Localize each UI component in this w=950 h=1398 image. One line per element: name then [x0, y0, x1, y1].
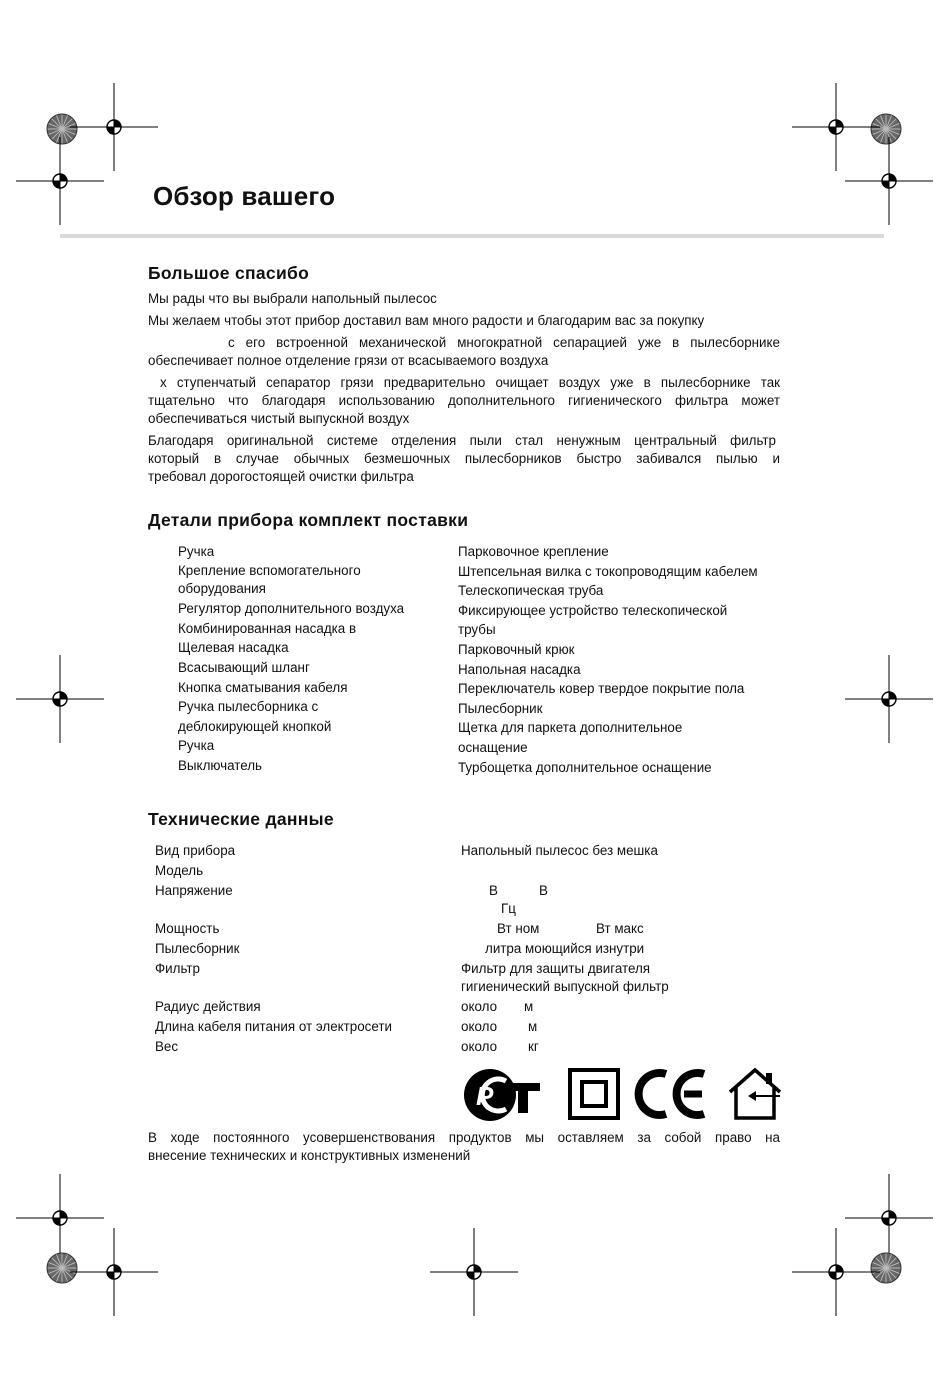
color-star-mark	[871, 1253, 901, 1283]
thanks-paragraph-4-line-3: обеспечиваться чистый выпускной воздух	[148, 411, 410, 426]
footnote-line-1: В ходе постоянного усовершенствования продуктов мы оставляем за собой право на	[148, 1130, 780, 1145]
list-item: Комбинированная насадка в	[178, 620, 357, 636]
tech-value-cable-unit: м	[528, 1019, 538, 1034]
gost-r-mark-icon	[462, 1067, 542, 1123]
list-item: Всасывающий шланг	[178, 659, 310, 675]
thanks-paragraph-4-line-1: х ступенчатый сепаратор грязи предварительно очищает воздух уже в пылесборнике так	[160, 375, 780, 390]
list-item: Турбощетка дополнительное оснащение	[458, 759, 712, 775]
tech-value-radius-unit: м	[524, 999, 534, 1014]
footnote-line-2: внесение технических и конструктивных изменений	[148, 1148, 471, 1163]
crosshair-mark	[792, 1228, 880, 1316]
tech-label-weight: Вес	[155, 1039, 179, 1054]
thanks-paragraph-5-line-3: требовал дорогостоящей очистки фильтра	[148, 469, 414, 484]
thanks-paragraph-5-line-2: который в случае обычных безмешочных пылесборников быстро забивался пылью и	[148, 451, 780, 466]
crosshair-mark	[70, 1228, 158, 1316]
tech-label-dustbin: Пылесборник	[155, 941, 240, 956]
page-title: Обзор вашего	[153, 181, 336, 211]
list-item: Кнопка сматывания кабеля	[178, 679, 348, 695]
tech-value-radius-about: около	[461, 999, 498, 1014]
tech-label-model: Модель	[155, 863, 204, 878]
list-item: Телескопическая труба	[458, 583, 604, 599]
list-item: Щелевая насадка	[178, 640, 289, 656]
crosshair-mark	[430, 1228, 518, 1316]
crosshair-mark	[16, 137, 104, 225]
list-item: Крепление вспомогательного оборудования	[178, 562, 361, 596]
parts-right-list	[458, 542, 788, 777]
tech-value-power-max: Вт макс	[596, 921, 644, 936]
tech-value-weight-about: около	[461, 1039, 498, 1054]
crosshair-mark	[845, 1174, 933, 1262]
list-item: Ручка	[178, 738, 215, 754]
tech-value-voltage-v2: В	[539, 883, 548, 898]
tech-label-power: Мощность	[155, 921, 220, 936]
list-item: Ручка пылесборника с деблокирующей кнопкой	[178, 699, 332, 734]
tech-label-voltage: Напряжение	[155, 883, 233, 898]
list-item: Щетка для паркета дополнительное оснащение	[458, 720, 683, 755]
color-star-mark	[871, 114, 901, 144]
tech-value-voltage-v1: В	[489, 883, 498, 898]
tech-label-radius: Радиус действия	[155, 999, 261, 1014]
parts-left-list	[178, 542, 448, 776]
thanks-paragraph-4-line-2: тщательно что благодаря использованию дополнительного гигиенического фильтра может	[148, 393, 780, 408]
list-item: Штепсельная вилка с токопроводящим кабелем	[458, 563, 758, 579]
list-item: Фиксирующее устройство телескопической трубы	[458, 602, 728, 638]
thanks-paragraph-3-line-1: с его встроенной механической многократной сепарацией уже в пылесборнике	[228, 335, 780, 350]
list-item: Ручка	[178, 544, 215, 559]
crosshair-mark	[845, 655, 933, 743]
color-star-mark	[47, 1253, 77, 1283]
svg-text:Р: Р	[476, 1081, 494, 1111]
tech-label-cable: Длина кабеля питания от электросети	[155, 1019, 392, 1034]
list-item: Выключатель	[178, 757, 263, 773]
color-star-mark	[47, 114, 77, 144]
ce-mark-icon	[634, 1068, 710, 1120]
crosshair-mark	[792, 83, 880, 171]
thanks-paragraph-2: Мы желаем чтобы этот прибор доставил вам много радости и благодарим вас за покупку	[148, 313, 705, 328]
title-divider	[60, 234, 884, 238]
crosshair-mark	[845, 137, 933, 225]
list-item: Регулятор дополнительного воздуха	[178, 601, 405, 617]
crosshair-mark	[70, 83, 158, 171]
crosshair-mark	[16, 655, 104, 743]
tech-label-type: Вид прибора	[155, 843, 236, 858]
tech-value-filter-line-1: Фильтр для защиты двигателя	[461, 961, 651, 976]
list-item: Пылесборник	[458, 700, 543, 716]
crosshair-mark	[16, 1174, 104, 1262]
thanks-heading: Большое спасибо	[148, 263, 310, 283]
double-insulation-icon	[568, 1068, 620, 1120]
tech-label-filter: Фильтр	[155, 961, 200, 976]
tech-value-frequency: Гц	[501, 901, 516, 916]
list-item: Парковочное крепление	[458, 544, 609, 559]
thanks-paragraph-1: Мы рады что вы выбрали напольный пылесос	[148, 291, 437, 306]
tech-value-dustbin: литра моющийся изнутри	[485, 941, 645, 956]
thanks-paragraph-3-line-2: обеспечивает полное отделение грязи от всасываемого воздуха	[148, 353, 549, 368]
tech-value-cable-about: около	[461, 1019, 498, 1034]
tech-value-filter-line-2: гигиенический выпускной фильтр	[461, 979, 669, 994]
list-item: Переключатель ковер твердое покрытие пола	[458, 681, 745, 697]
tech-value-weight-unit: кг	[528, 1039, 539, 1054]
indoor-use-icon	[726, 1066, 784, 1122]
tech-heading: Технические данные	[148, 809, 334, 829]
list-item: Парковочный крюк	[458, 641, 575, 657]
parts-heading: Детали прибора комплект поставки	[148, 510, 469, 530]
tech-value-power-nom: Вт ном	[497, 921, 540, 936]
tech-value-type: Напольный пылесос без мешка	[461, 843, 658, 858]
list-item: Напольная насадка	[458, 661, 581, 677]
thanks-paragraph-5-line-1: Благодаря оригинальной системе отделения пыли стал ненужным центральный фильтр	[148, 433, 776, 448]
